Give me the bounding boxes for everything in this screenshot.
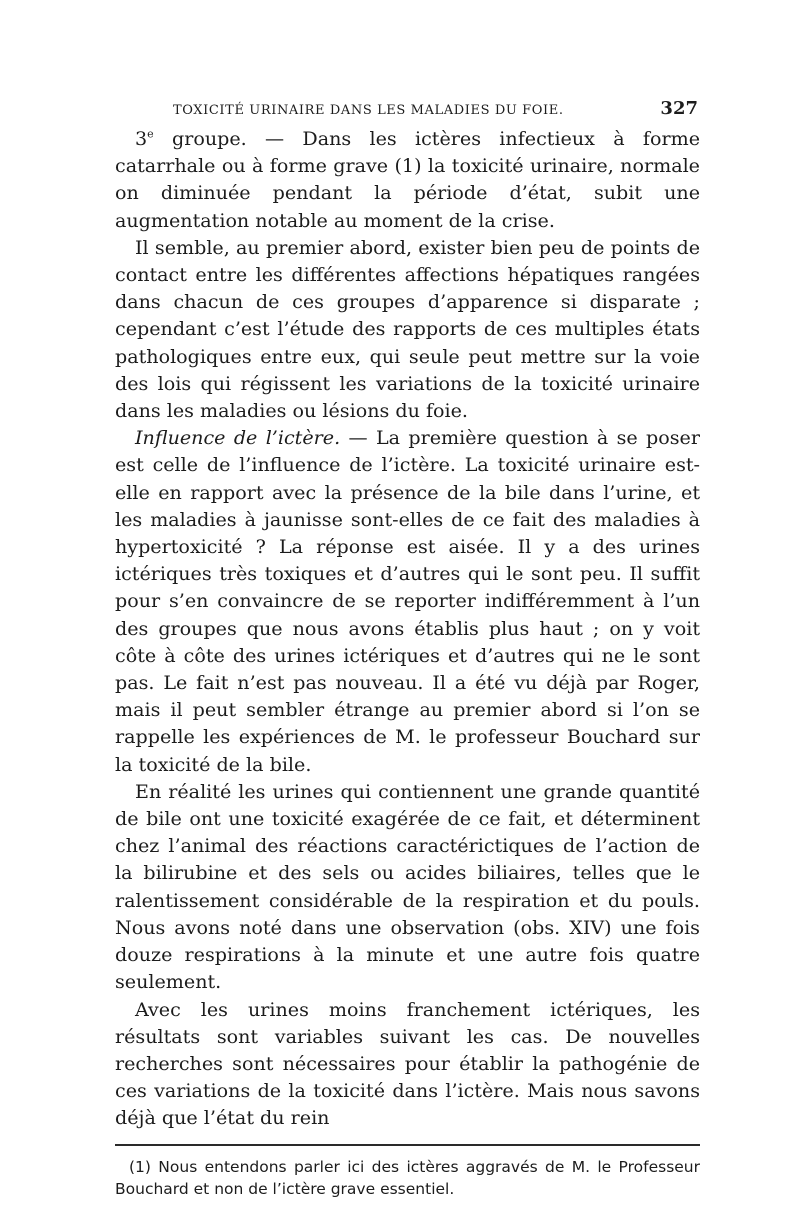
footnote: (1) Nous entendons parler ici des ictères aggravés de M. le Professeur Bouchard et non de l’ictère grave essentiel. [115, 1157, 700, 1198]
running-title: TOXICITÉ URINAIRE DANS LES MALADIES DU FOIE. [173, 103, 564, 118]
book-page [115, 95, 700, 1200]
section-heading-italic: Influence de l’ictère. [135, 426, 341, 450]
paragraph-5: Avec les urines moins franchement ictériques, les résultats sont variables suivant les cas. De nouvelles recherches sont nécessaires pour établir la pathogénie de ces variations de la toxicité dans l’ictère. Mais nous savons déjà que l’état du rein [115, 997, 700, 1130]
paragraph-1-text: groupe. — Dans les ictères infectieux à forme catarrhale ou à forme grave (1) la toxicité urinaire, normale on diminuée pendant la période d’état, subit une augmentation notable au moment de la crise. [115, 127, 700, 232]
paragraph-1 [115, 125, 700, 234]
running-header [115, 95, 700, 125]
paragraph-3-text: — La première question à se poser est celle de l’influence de l’ictère. La toxicité urinaire est-elle en rapport avec la présence de la bile dans l’urine, et les maladies à jaunisse sont-elles de ce fait des maladies à hypertoxicité ? La réponse est aisée. Il y a des urines ictériques très toxiques et d’autres qui le sont peu. Il suffit pour s’en convaincre de se reporter indifféremment à l’un des groupes que nous avons établis plus haut ; on y voit côte à côte des urines ictériques et d’autres qui ne le sont pas. Le fait n’est pas nouveau. Il a été vu déjà par Roger, mais il peut sembler étrange au premier abord si l’on se rappelle les expériences de M. le professeur Bouchard sur la toxicité de la bile. [115, 426, 700, 776]
body-text [115, 125, 700, 1132]
group-number: 3 [135, 127, 148, 150]
paragraph-3 [115, 424, 700, 778]
page-number: 327 [660, 98, 698, 119]
paragraph-4: En réalité les urines qui contiennent une grande quantité de bile ont une toxicité exagérée de ce fait, et déterminent chez l’animal des réactions caractérictiques de l’action de la bilirubine et des sels ou acides biliaires, telles que le ralentissement considérable de la respiration et du pouls. Nous avons noté dans une observation (obs. XIV) une fois douze respirations à la minute et une autre fois quatre seulement. [115, 779, 700, 994]
ordinal-suffix: e [147, 127, 154, 141]
paragraph-2: Il semble, au premier abord, exister bien peu de points de contact entre les différentes affections hépatiques rangées dans chacun de ces groupes d’apparence si disparate ; cependant c’est l’étude des rapports de ces multiples états pathologiques entre eux, qui seule peut mettre sur la voie des lois qui régissent les variations de la toxicité urinaire dans les maladies ou lésions du foie. [115, 235, 700, 423]
footnote-rule [115, 1144, 700, 1146]
